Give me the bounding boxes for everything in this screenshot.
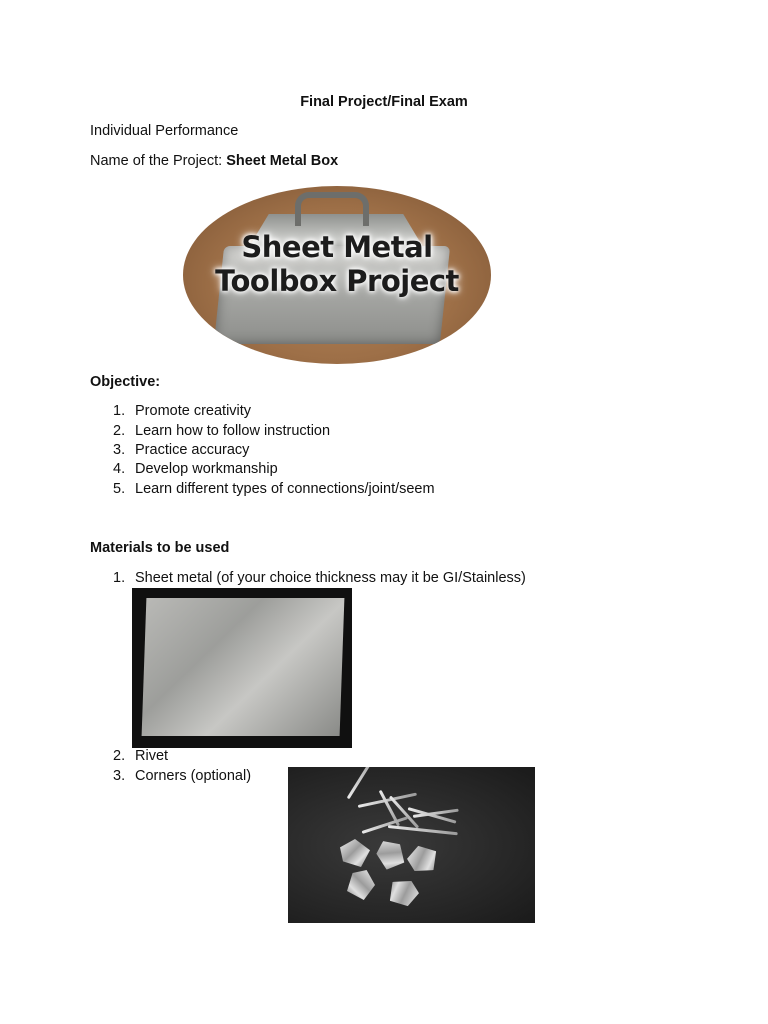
materials-heading: Materials to be used xyxy=(90,540,230,556)
corner-piece xyxy=(404,841,442,878)
objective-heading: Objective: xyxy=(90,374,161,390)
rivet xyxy=(362,816,409,834)
image-caption xyxy=(183,230,491,298)
corner-piece xyxy=(340,839,370,867)
toolbox-handle xyxy=(295,192,369,226)
corner-piece xyxy=(347,870,375,900)
list-item: 3. Corners (optional) xyxy=(113,768,252,784)
metal-plate xyxy=(142,598,345,736)
project-label: Name of the Project: xyxy=(90,153,227,169)
list-item: 1. Sheet metal (of your choice thickness may it be GI/Stainless) xyxy=(113,570,526,586)
list-item: 2. Learn how to follow instruction xyxy=(113,423,331,439)
document-title: Final Project/Final Exam xyxy=(300,94,468,110)
list-item: 3. Practice accuracy xyxy=(113,442,250,458)
rivet xyxy=(388,825,458,835)
toolbox-project-image xyxy=(183,186,491,364)
corner-piece xyxy=(384,875,422,912)
corner-piece xyxy=(371,835,412,876)
image-caption-line1: Sheet Metal xyxy=(241,230,433,264)
project-name-line xyxy=(90,153,338,169)
list-item: 5. Learn different types of connections/joint/seem xyxy=(113,481,435,497)
performance-line: Individual Performance xyxy=(90,123,239,139)
rivets-and-corners-photo xyxy=(288,767,535,923)
list-item: 4. Develop workmanship xyxy=(113,461,278,477)
image-caption-line2: Toolbox Project xyxy=(215,264,459,298)
sheet-metal-photo xyxy=(132,588,352,748)
list-item: 1. Promote creativity xyxy=(113,403,252,419)
rivet xyxy=(347,767,377,799)
project-name: Sheet Metal Box xyxy=(226,153,339,169)
list-item: 2. Rivet xyxy=(113,748,169,764)
